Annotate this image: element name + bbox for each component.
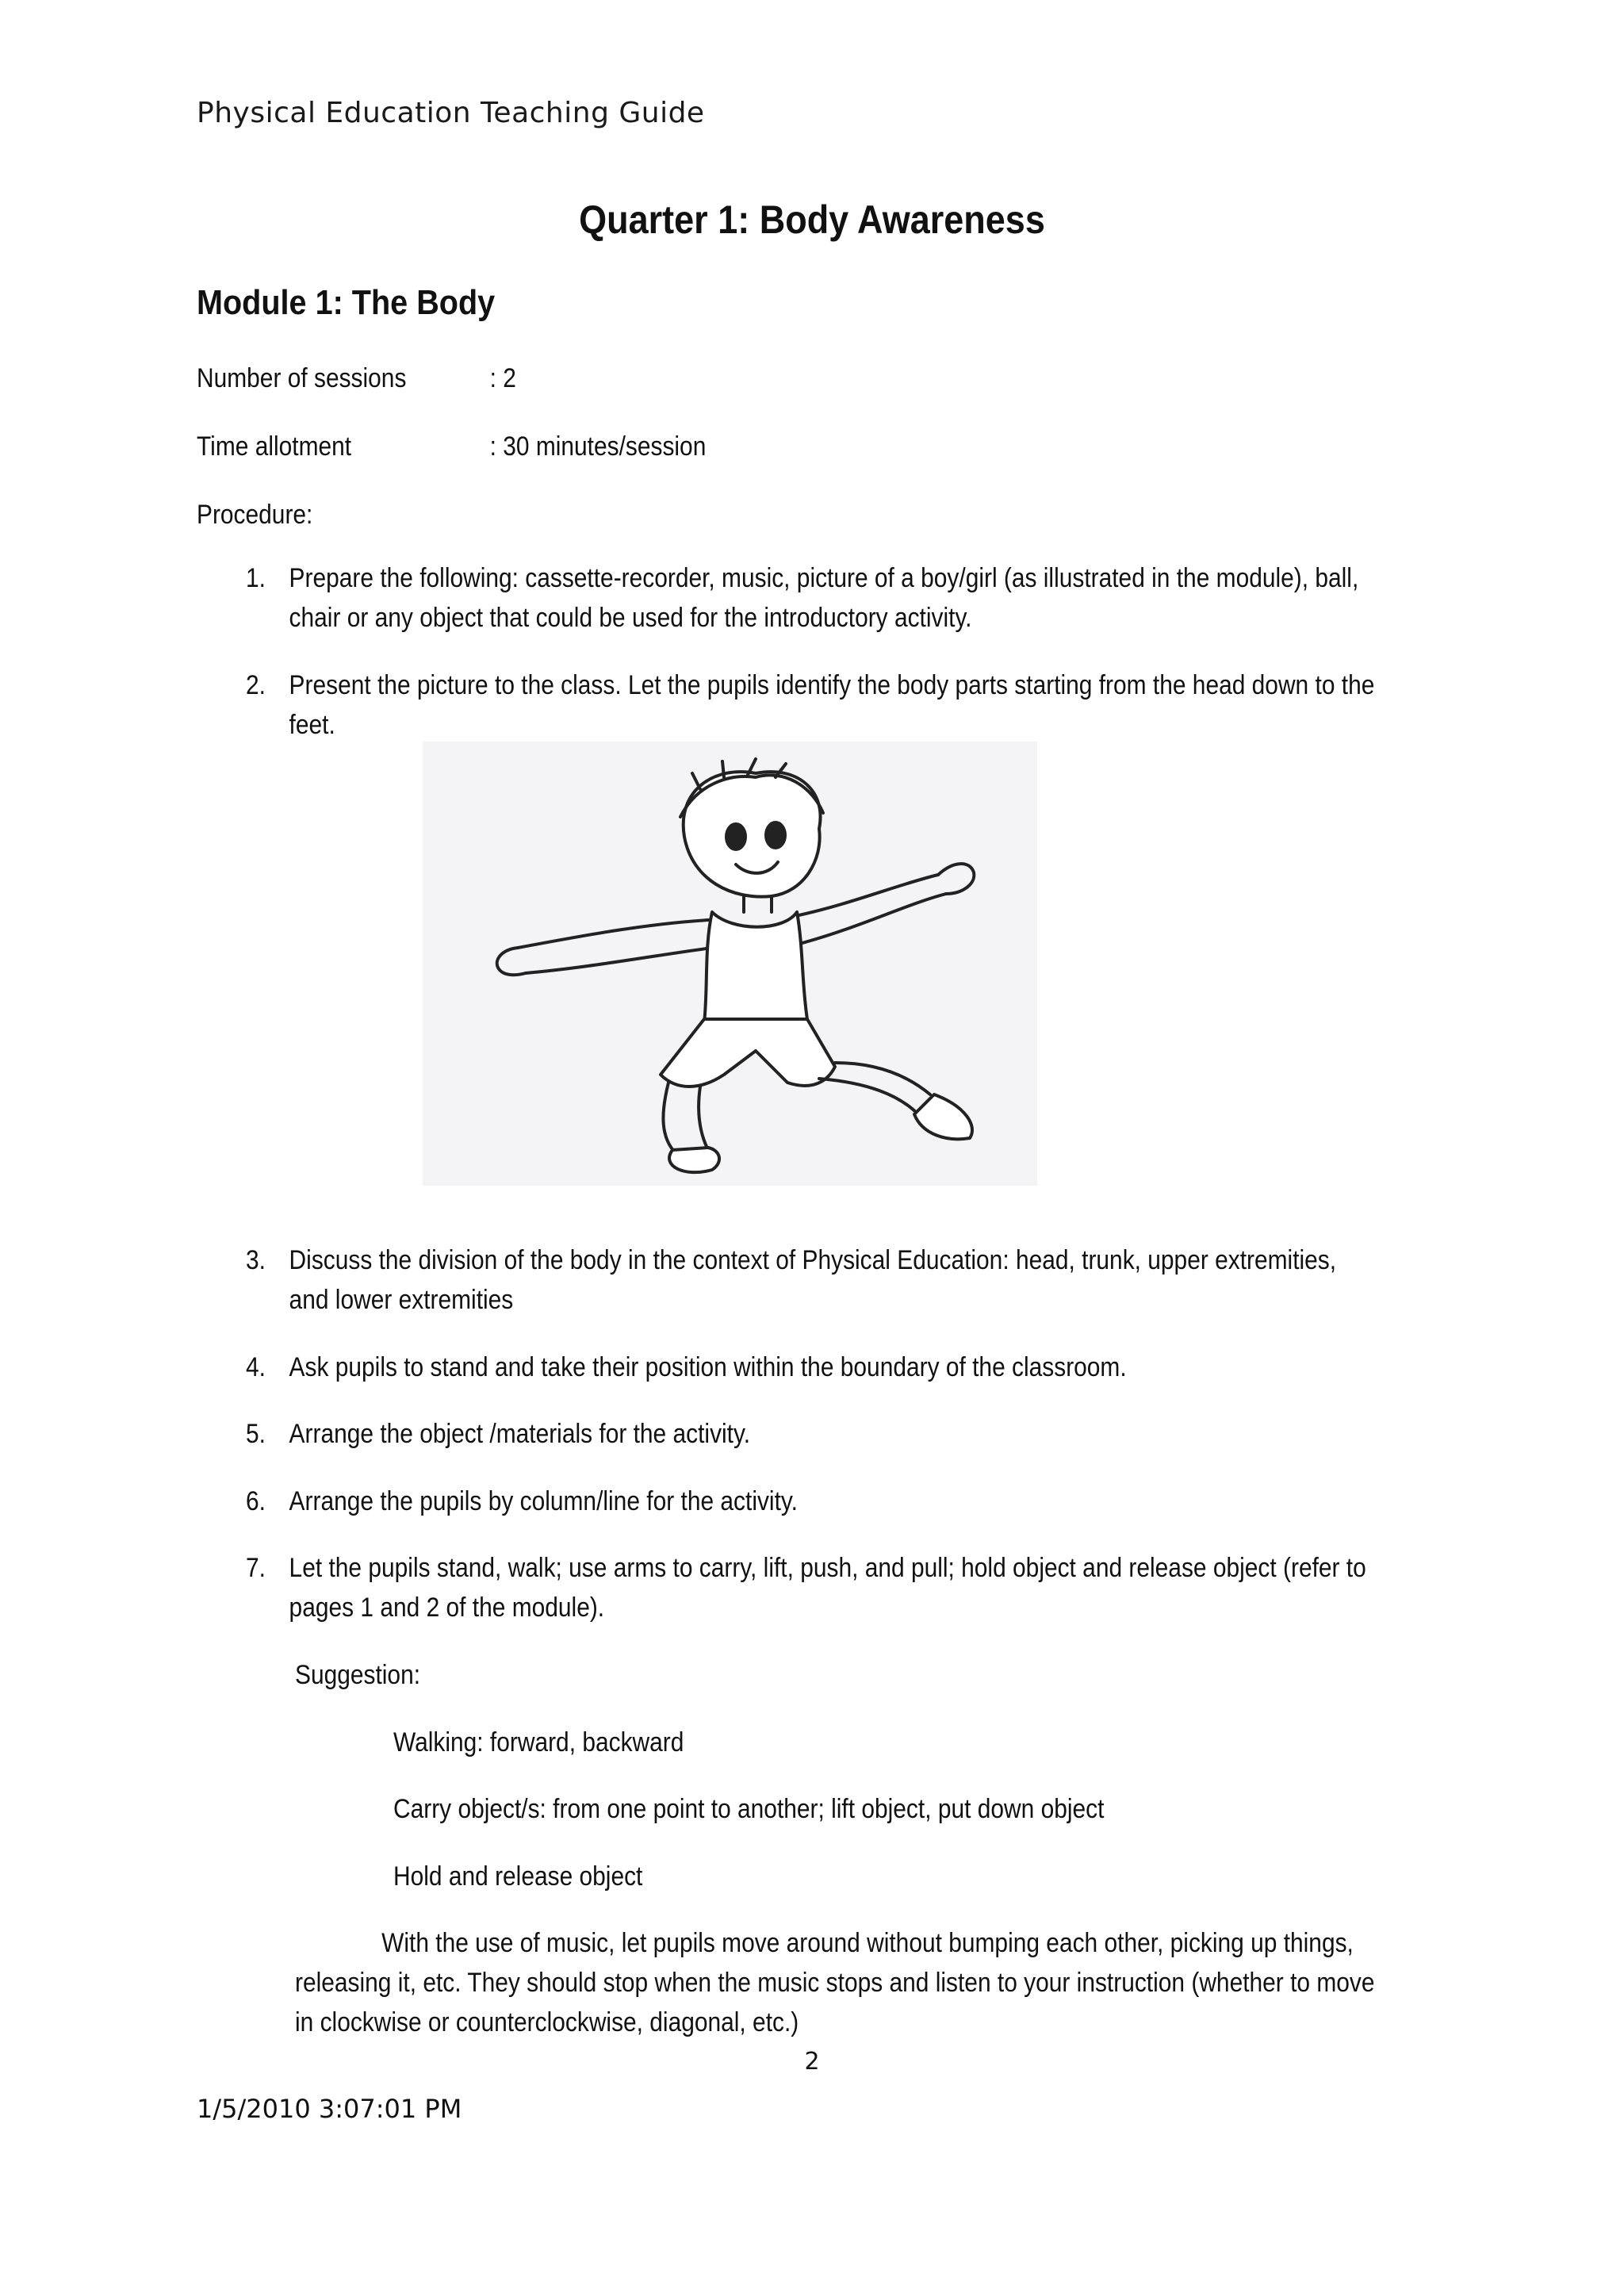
list-line: Discuss the division of the body in the context of Physical Education: head, trunk, upper extremities, [289,1245,1337,1275]
list-line: and lower extremities [289,1285,514,1315]
list-line: Arrange the object /materials for the activity. [289,1419,751,1449]
procedure-label: Procedure: [197,500,313,530]
list-number: 3. [246,1245,266,1275]
suggestion-label: Suggestion: [295,1660,421,1690]
meta-label: Time allotment [197,431,352,462]
list-number: 5. [246,1419,266,1449]
list-number: 7. [246,1553,266,1583]
list-line: Arrange the pupils by column/line for the activity. [289,1486,798,1516]
module-title: Module 1: The Body [197,283,496,322]
meta-time-allotment [197,427,706,466]
suggestion-item: Hold and release object [393,1861,643,1892]
page-title: Quarter 1: Body Awareness [579,197,1045,242]
list-number: 4. [246,1352,266,1382]
list-line: Prepare the following: cassette-recorder, music, picture of a boy/girl (as illustrated in the module), ball, [289,563,1359,593]
meta-value: : 30 minutes/session [489,431,707,462]
list-number: 1. [246,563,266,593]
list-line: Present the picture to the class. Let the pupils identify the body parts starting from the head down to the [289,670,1375,700]
list-line: Ask pupils to stand and take their position within the boundary of the classroom. [289,1352,1127,1382]
meta-label: Number of sessions [197,363,407,393]
paragraph-line: releasing it, etc. They should stop when the music stops and listen to your instruction (whether to move [295,1968,1375,1998]
paragraph-line: With the use of music, let pupils move around without bumping each other, picking up things, [381,1928,1354,1958]
footer-timestamp: 1/5/2010 3:07:01 PM [197,2094,462,2124]
list-number: 6. [246,1486,266,1516]
list-line: Let the pupils stand, walk; use arms to carry, lift, push, and pull; hold object and release object (refer to [289,1553,1366,1583]
meta-sessions [197,358,516,398]
page-number: 2 [804,2048,820,2076]
closing-paragraph [295,1923,1607,2042]
paragraph-line: in clockwise or counterclockwise, diagonal, etc.) [295,2007,799,2037]
suggestion-item: Carry object/s: from one point to another; lift object, put down object [393,1794,1105,1824]
list-line: chair or any object that could be used for the introductory activity. [289,603,972,633]
list-number: 2. [246,670,266,700]
meta-value: : 2 [489,363,516,393]
boy-illustration-icon [423,742,1037,1186]
list-line: feet. [289,710,335,740]
list-line: pages 1 and 2 of the module). [289,1593,605,1623]
suggestion-item: Walking: forward, backward [393,1727,684,1757]
running-header: Physical Education Teaching Guide [197,97,705,129]
